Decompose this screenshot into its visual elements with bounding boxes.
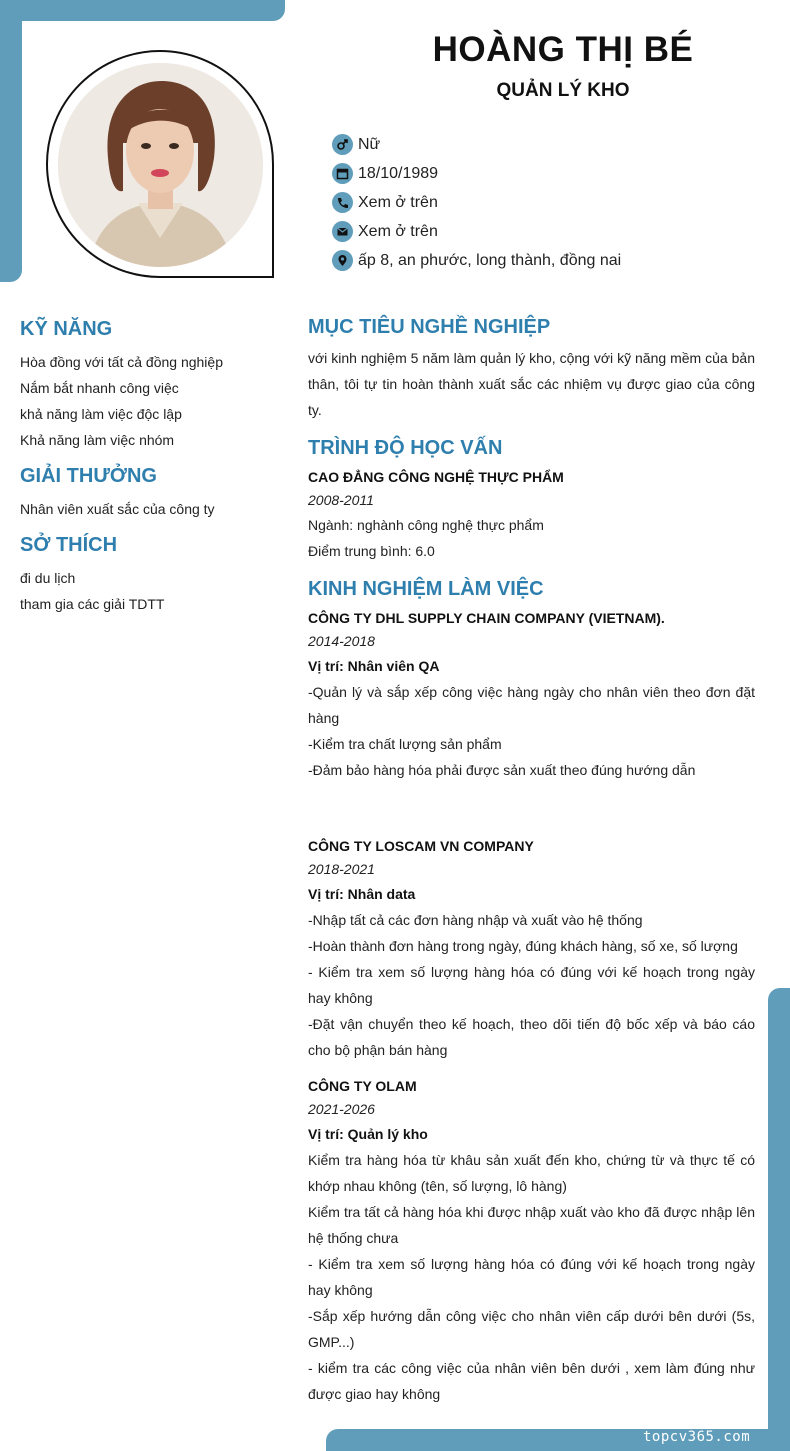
decor-bar-right [768,988,790,1451]
job-position: Vị trí: Nhân data [308,886,416,902]
contact-phone-value: Xem ở trên [358,193,438,211]
hobbies-heading: SỞ THÍCH [20,534,118,556]
job-period: 2018-2021 [308,861,375,877]
decor-bar-top [0,0,285,21]
job-duty: Kiểm tra tất cả hàng hóa khi được nhập xuất vào kho đã được nhập lên hệ thống chưa [308,1204,755,1246]
contact-birthdate-value: 18/10/1989 [358,164,439,182]
job-duty: - Kiểm tra xem số lượng hàng hóa có đúng với kế hoạch trong ngày hay không [308,1256,755,1298]
candidate-name: HOÀNG THỊ BÉ [432,30,694,69]
contact-email-value: Xem ở trên [358,222,438,240]
job-duty: - kiểm tra các công việc của nhân viên bên dưới , xem làm đúng như được giao hay không [308,1360,755,1402]
job-duty: -Đặt vận chuyển theo kế hoạch, theo dõi tiến độ bốc xếp và báo cáo cho bộ phận bán hàng [308,1016,755,1058]
location-icon [332,250,353,271]
job-duty: -Hoàn thành đơn hàng trong ngày, đúng khách hàng, số xe, số lượng [308,938,738,954]
experience-section [308,578,755,1407]
skills-section [20,318,280,453]
calendar-icon [332,163,353,184]
job-duty: -Sắp xếp hướng dẫn công việc cho nhân viên cấp dưới bên dưới (5s, GMP...) [308,1308,755,1350]
job-position: Vị trí: Nhân viên QA [308,658,440,674]
experience-heading: KINH NGHIỆM LÀM VIỆC [308,578,544,600]
job-duty: -Nhập tất cả các đơn hàng nhập và xuất vào hệ thống [308,912,643,928]
job-duty: -Quản lý và sắp xếp công việc hàng ngày cho nhân viên theo đơn đặt hàng [308,684,755,726]
job-duty: Kiểm tra hàng hóa từ khâu sản xuất đến kho, chứng từ và thực tế có khớp nhau không (tên, số lượng, lô hàng) [308,1152,755,1194]
job-period: 2021-2026 [308,1101,375,1117]
contact-address [332,246,621,275]
education-section [308,437,755,564]
hobby-item: tham gia các giải TDTT [20,596,165,612]
job-company: CÔNG TY OLAM [308,1078,417,1094]
left-column [20,318,280,629]
skills-heading: KỸ NĂNG [20,318,113,340]
watermark: topcv365.com [643,1429,751,1445]
contact-gender [332,130,621,159]
contact-birthdate [332,159,621,188]
objective-text: với kinh nghiệm 5 năm làm quản lý kho, cộng với kỹ năng mềm của bản thân, tôi tự tin hoàn thành xuất sắc các nhiệm vụ được giao của công ty. [308,350,755,418]
contact-list [332,130,621,275]
job-company: CÔNG TY LOSCAM VN COMPANY [308,838,534,854]
education-gpa: Điểm trung bình: 6.0 [308,543,435,559]
job-entry [308,1075,755,1407]
email-icon [332,221,353,242]
profile-photo [58,63,263,267]
job-period: 2014-2018 [308,633,375,649]
job-duty: - Kiểm tra xem số lượng hàng hóa có đúng với kế hoạch trong ngày hay không [308,964,755,1006]
job-company: CÔNG TY DHL SUPPLY CHAIN COMPANY (VIETNAM). [308,610,665,626]
job-entry [308,607,755,783]
job-duty: -Kiểm tra chất lượng sản phẩm [308,736,502,752]
hobbies-section [20,534,280,617]
award-item: Nhân viên xuất sắc của công ty [20,501,215,517]
education-heading: TRÌNH ĐỘ HỌC VẤN [308,437,503,459]
job-duty: -Đảm bảo hàng hóa phải được sản xuất theo đúng hướng dẫn [308,762,696,778]
skill-item: Khả năng làm việc nhóm [20,432,175,448]
skill-item: khả năng làm việc độc lập [20,406,182,422]
school-name: CAO ĐẲNG CÔNG NGHỆ THỰC PHẨM [308,469,564,485]
education-major: Ngành: nghành công nghệ thực phẩm [308,517,544,533]
phone-icon [332,192,353,213]
awards-section [20,465,280,522]
job-position: Vị trí: Quản lý kho [308,1126,428,1142]
contact-address-value: ấp 8, an phước, long thành, đồng nai [358,251,622,269]
skill-item: Nắm bắt nhanh công việc [20,380,179,396]
contact-email [332,217,621,246]
skill-item: Hòa đồng với tất cả đồng nghiệp [20,354,223,370]
job-title: QUẢN LÝ KHO [496,80,630,101]
awards-heading: GIẢI THƯỞNG [20,465,157,487]
gender-icon [332,134,353,155]
contact-gender-value: Nữ [358,135,381,153]
objective-section [308,316,755,423]
hobby-item: đi du lịch [20,570,76,586]
right-column [308,316,755,1407]
decor-bar-left [0,0,22,282]
job-entry [308,835,755,1063]
contact-phone [332,188,621,217]
education-period: 2008-2011 [308,492,374,508]
objective-heading: MỤC TIÊU NGHỀ NGHIỆP [308,316,551,338]
